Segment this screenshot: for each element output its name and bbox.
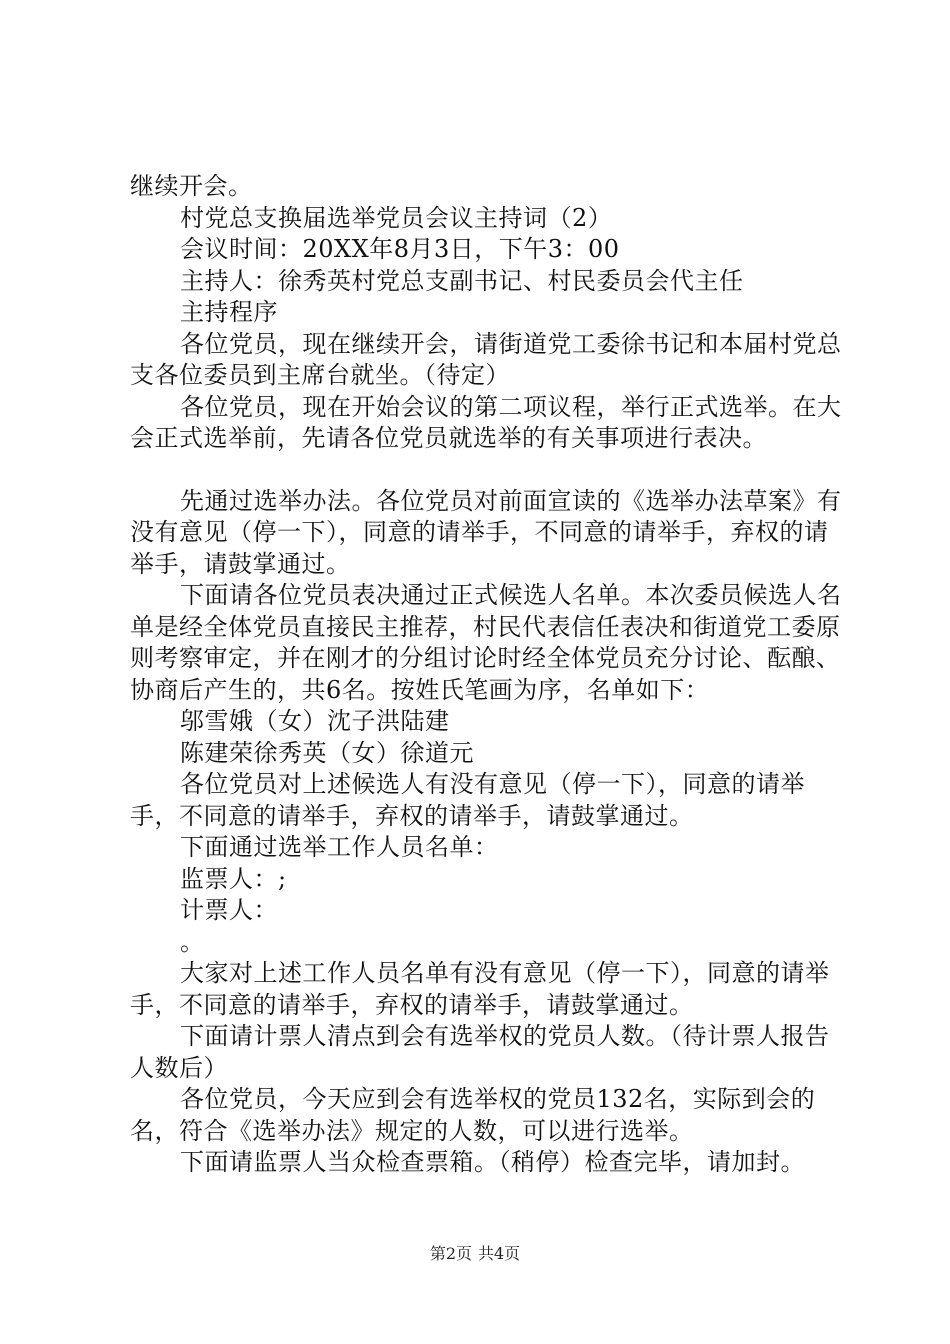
paragraph-period: 。 [180,927,205,956]
paragraph-continue: 继续开会。 [130,172,253,200]
paragraph-candidates-row-1: 邬雪娥（女）沈子洪陆建 [180,707,450,735]
paragraph-staff-vote: 大家对上述工作人员名单有没有意见（停一下），同意的请举手，不同意的请举手，弃权的请举手，请鼓掌通过。 [130,959,830,1019]
paragraph-second-agenda: 各位党员，现在开始会议的第二项议程，举行正式选举。在大会正式选举前，先请各位党员就选举的有关事项进行表决。 [130,392,842,452]
paragraph-meeting-time: 会议时间：20XX年8月3日，下午3：00 [180,235,620,263]
page-footer [0,1244,950,1264]
paragraph-title: 村党总支换届选举党员会议主持词（2） [180,203,613,232]
paragraph-gap [130,455,850,486]
paragraph-vote-supervisor: 监票人：; [180,864,287,893]
paragraph-candidates-row-2: 陈建荣徐秀英（女）徐道元 [180,738,474,767]
page-number: 第2页 [429,1244,472,1263]
paragraph-attendance: 各位党员，今天应到会有选举权的党员132名，实际到会的名，符合《选举办法》规定的人数，可以进行选举。 [130,1085,816,1145]
paragraph-election-method: 先通过选举办法。各位党员对前面宣读的《选举办法草案》有没有意见（停一下），同意的请举手，不同意的请举手，弃权的请举手，请鼓掌通过。 [130,486,842,578]
paragraph-staff-list-intro: 下面通过选举工作人员名单： [180,833,499,861]
paragraph-headcount: 下面请计票人清点到会有选举权的党员人数。（待计票人报告人数后） [130,1022,830,1082]
paragraph-host: 主持人：徐秀英村党总支副书记、村民委员会代主任 [180,266,744,295]
paragraph-candidate-list-intro: 下面请各位党员表决通过正式候选人名单。本次委员候选人名单是经全体党员直接民主推荐，村民代表信任表决和街道党工委原则考察审定，并在刚才的分组讨论时经全体党员充分讨论、酝酿、协商后产生的，共6名。按姓氏笔画为序，名单如下： [130,581,842,704]
paragraph-opening: 各位党员，现在继续开会，请街道党工委徐书记和本届村党总支各位委员到主席台就坐。（待定） [130,329,842,389]
document-body [130,171,850,1179]
paragraph-ballot-box: 下面请监票人当众检查票箱。（稍停）检查完毕，请加封。 [180,1148,805,1176]
paragraph-candidate-vote: 各位党员对上述候选人有没有意见（停一下），同意的请举手，不同意的请举手，弃权的请举手，请鼓掌通过。 [130,770,805,830]
paragraph-vote-counter: 计票人： [180,896,278,924]
paragraph-procedure-heading: 主持程序 [180,298,278,326]
page-total: 共4页 [478,1244,521,1263]
